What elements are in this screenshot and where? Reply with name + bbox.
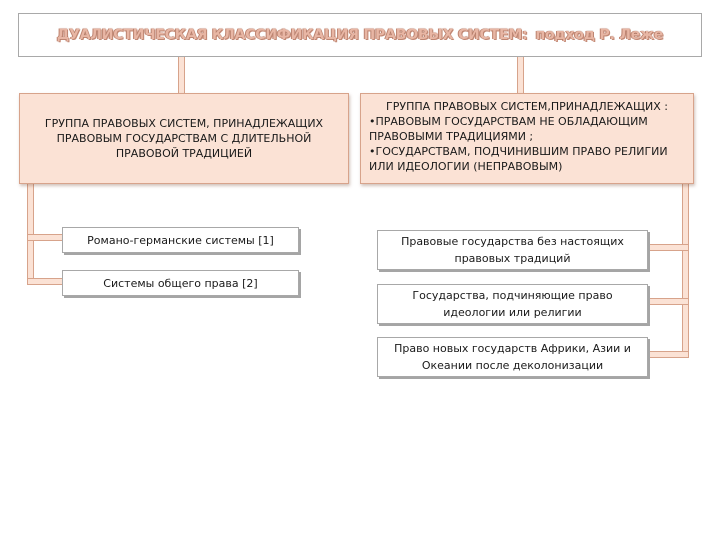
diagram-title — [18, 13, 702, 57]
right-group-line-2: •ПРАВОВЫМ ГОСУДАРСТВАМ НЕ ОБЛАДАЮЩИМ — [369, 115, 648, 128]
right-group-line-4: •ГОСУДАРСТВАМ, ПОДЧИНИВШИМ ПРАВО РЕЛИГИИ — [369, 145, 668, 158]
connector-title-to-left-group — [178, 56, 185, 94]
left-item-1-text: Романо-германские системы [1] — [87, 233, 274, 247]
left-item-2-text: Системы общего права [2] — [103, 276, 258, 290]
connector-right-branch-2 — [648, 298, 689, 305]
right-item-decolonization — [377, 337, 648, 377]
connector-right-branch-3 — [648, 351, 689, 358]
right-group-line-3: ПРАВОВЫМИ ТРАДИЦИЯМИ ; — [369, 130, 534, 143]
title-main: ДУАЛИСТИЧЕСКАЯ КЛАССИФИКАЦИЯ ПРАВОВЫХ СИСТЕМ: — [56, 27, 528, 43]
right-item-3-text: Право новых государств Африки, Азии и Океании после деколонизации — [394, 342, 631, 372]
right-item-1-text: Правовые государства без настоящих правовых традиций — [401, 235, 624, 265]
title-approach: подход Р. Леже — [535, 27, 664, 43]
connector-left-branch-2 — [27, 278, 63, 285]
left-item-common-law — [62, 270, 299, 296]
right-item-ideology-religion — [377, 284, 648, 324]
connector-title-to-right-group — [517, 56, 524, 94]
right-item-2-text: Государства, подчиняющие право идеологии или религии — [412, 289, 613, 319]
connector-right-branch-1 — [648, 244, 689, 251]
right-group-line-1: ГРУППА ПРАВОВЫХ СИСТЕМ,ПРИНАДЛЕЖАЩИХ : — [386, 100, 668, 113]
left-group-text: ГРУППА ПРАВОВЫХ СИСТЕМ, ПРИНАДЛЕЖАЩИХ ПРАВОВЫМ ГОСУДАРСТВАМ С ДЛИТЕЛЬНОЙ ПРАВОВОЙ ТРАДИЦИЕЙ — [44, 117, 324, 160]
connector-right-vertical — [682, 183, 689, 358]
left-item-romano-germanic — [62, 227, 299, 253]
right-group-line-5: ИЛИ ИДЕОЛОГИИ (НЕПРАВОВЫМ) — [369, 160, 563, 173]
right-item-no-traditions — [377, 230, 648, 270]
left-group-box — [19, 93, 349, 184]
right-group-box — [360, 93, 694, 184]
connector-left-branch-1 — [27, 234, 63, 241]
